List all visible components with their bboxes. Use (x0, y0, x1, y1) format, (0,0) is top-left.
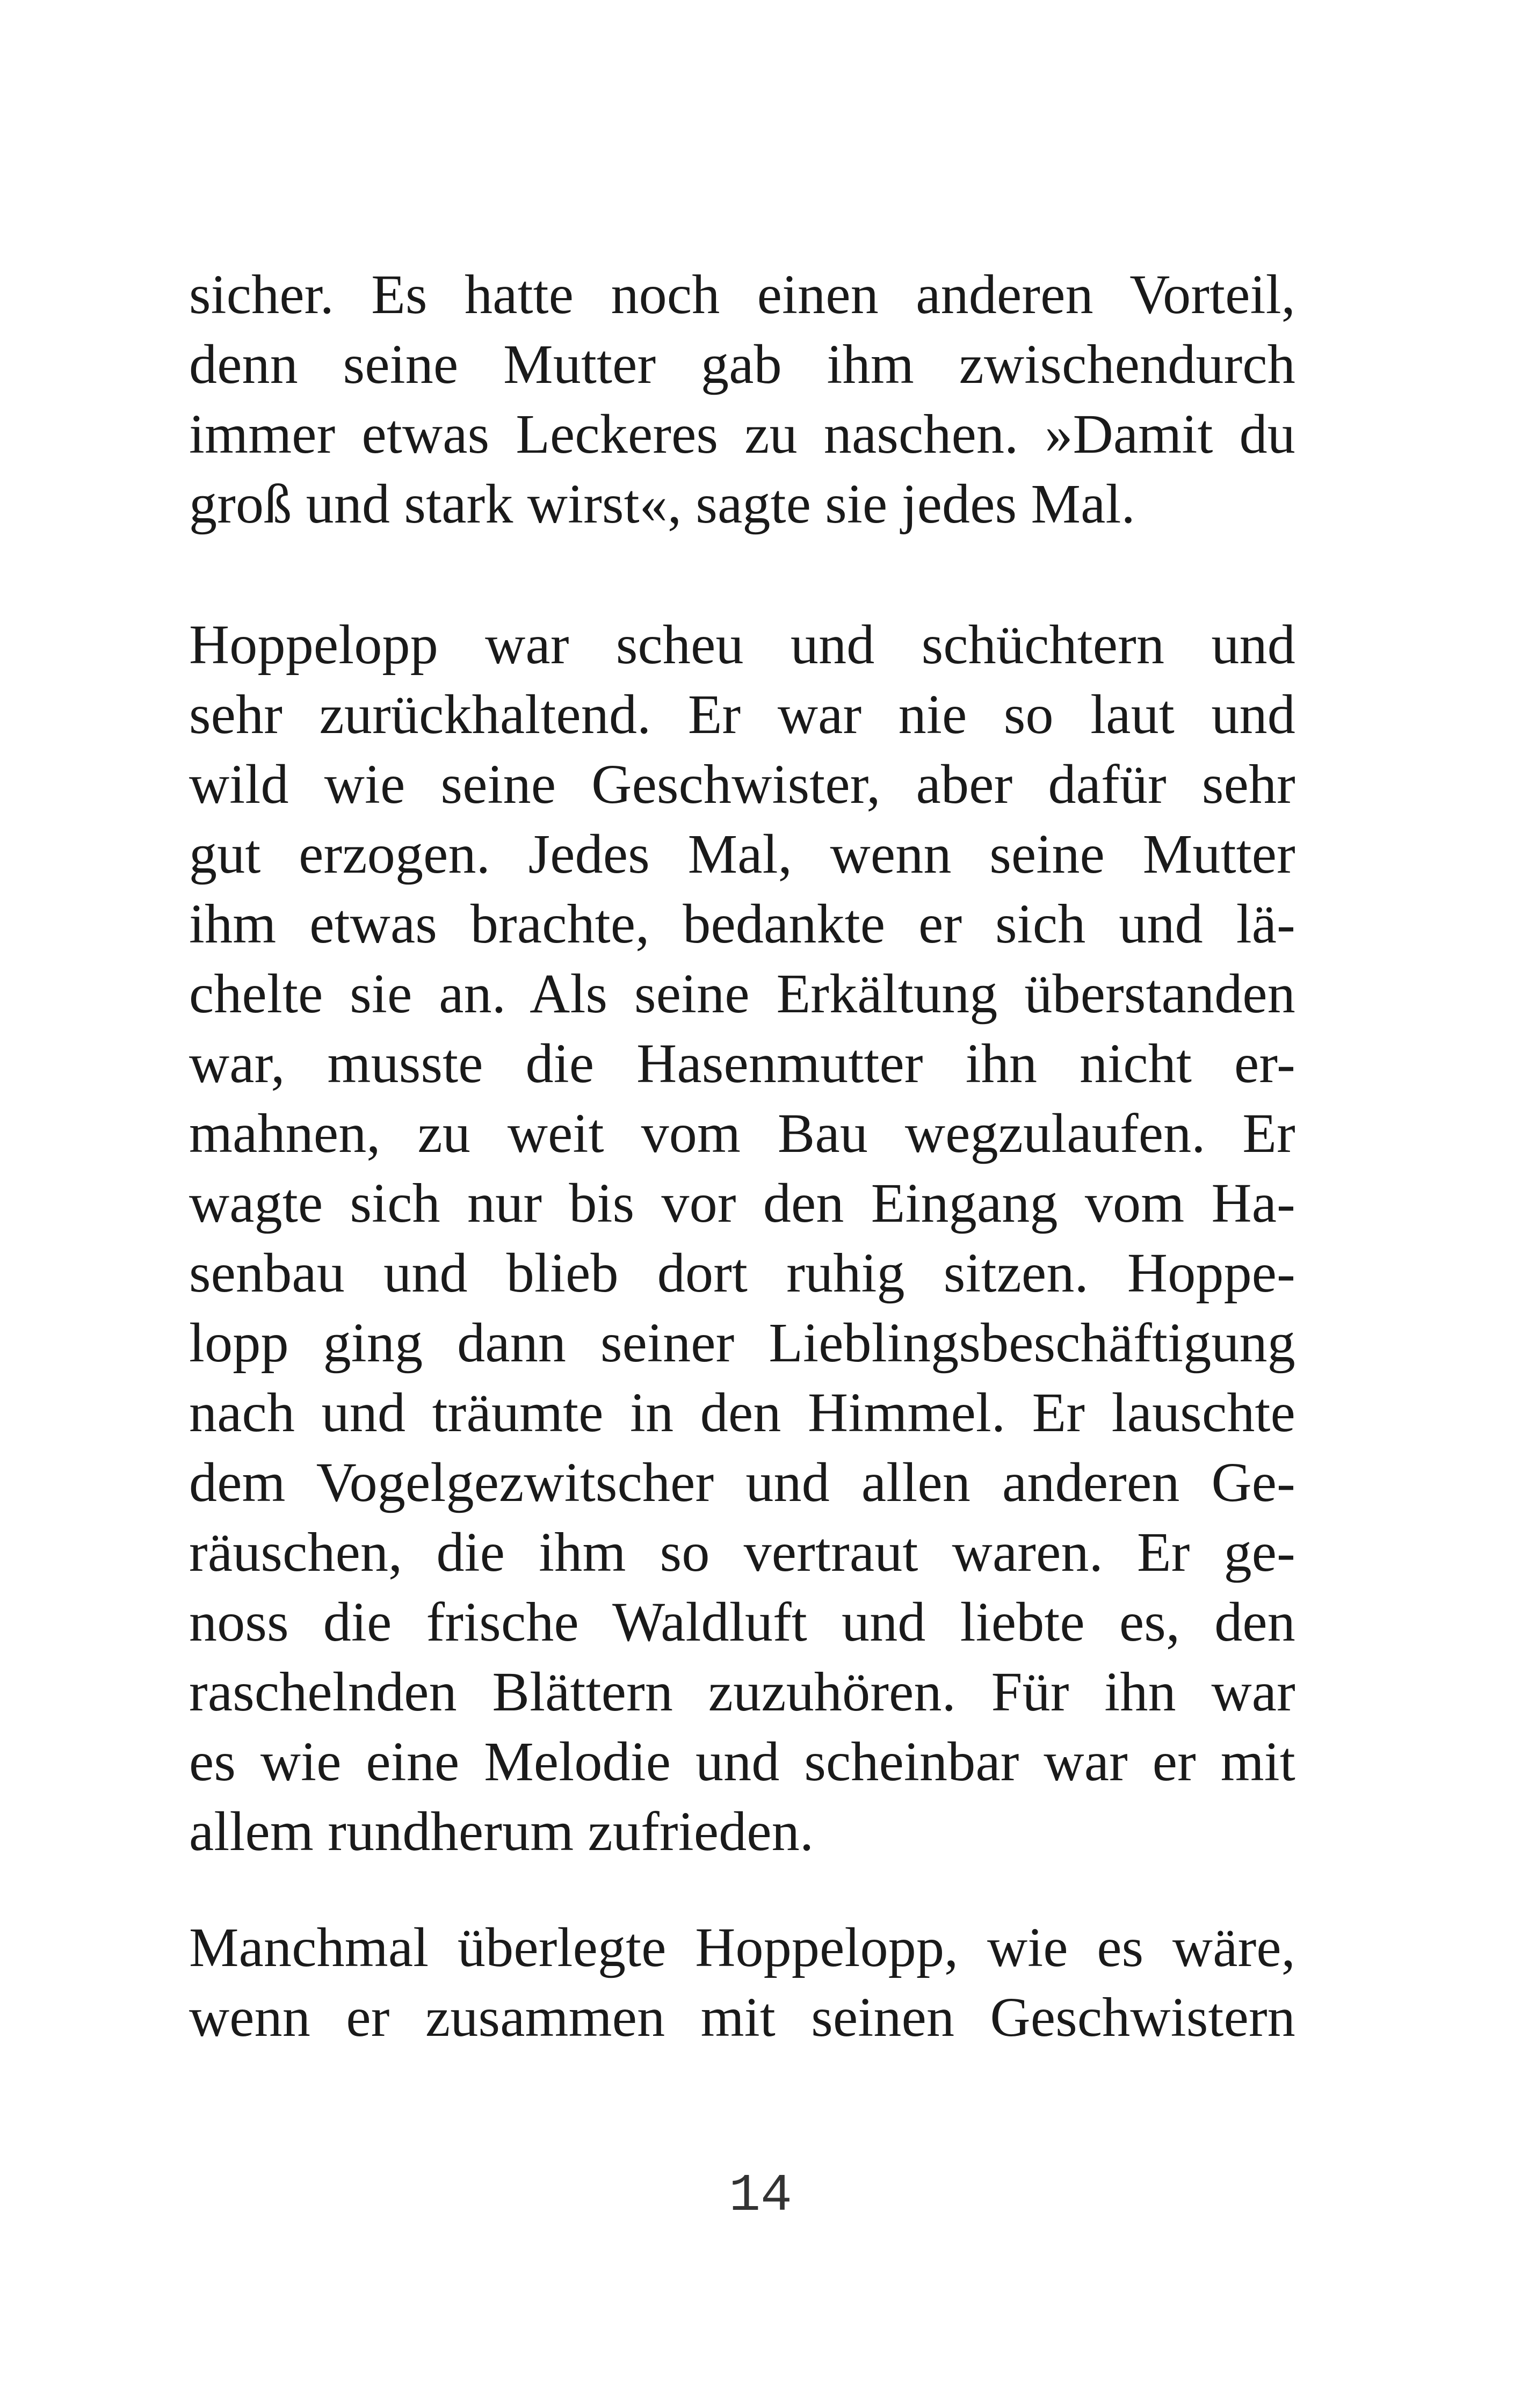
text-line: ihm etwas brachte, bedankte er sich und lä- (189, 893, 1295, 955)
text-line: gut erzogen. Jedes Mal, wenn seine Mutter (189, 823, 1295, 885)
text-line: dem Vogelgezwitscher und allen anderen Ge- (189, 1452, 1295, 1513)
paragraph-3 (189, 1913, 1295, 2052)
paragraph-1 (189, 260, 1295, 539)
text-line: mahnen, zu weit vom Bau wegzulaufen. Er (189, 1103, 1295, 1164)
text-line: immer etwas Leckeres zu naschen. »Damit du (189, 403, 1295, 465)
text-line: war, musste die Hasenmutter ihn nicht er- (189, 1033, 1295, 1094)
text-line: Hoppelopp war scheu und schüchtern und (189, 614, 1295, 676)
text-line: raschelnden Blättern zuzuhören. Für ihn war (189, 1661, 1295, 1723)
text-line: sehr zurückhaltend. Er war nie so laut und (189, 684, 1295, 745)
text-line: Manchmal überlegte Hoppelopp, wie es wäre, (189, 1917, 1295, 1978)
text-line: noss die frische Waldluft und liebte es, den (189, 1591, 1295, 1653)
paragraph-2 (189, 610, 1295, 1867)
text-line: wenn er zusammen mit seinen Geschwistern (189, 1986, 1295, 2048)
text-line: nach und träumte in den Himmel. Er lauschte (189, 1382, 1295, 1444)
text-line: denn seine Mutter gab ihm zwischendurch (189, 333, 1295, 395)
text-line: räuschen, die ihm so vertraut waren. Er ge- (189, 1521, 1295, 1583)
text-line: sicher. Es hatte noch einen anderen Vorteil, (189, 264, 1295, 325)
text-line: groß und stark wirst«, sagte sie jedes Mal. (189, 473, 1135, 535)
page-number: 14 (729, 2166, 792, 2226)
text-line: chelte sie an. Als seine Erkältung überstanden (189, 963, 1295, 1025)
text-line: wild wie seine Geschwister, aber dafür sehr (189, 753, 1295, 815)
text-line: wagte sich nur bis vor den Eingang vom Ha- (189, 1172, 1295, 1234)
text-line: allem rundherum zufrieden. (189, 1801, 814, 1862)
text-line: lopp ging dann seiner Lieblingsbeschäftigung (189, 1312, 1295, 1374)
text-line: senbau und blieb dort ruhig sitzen. Hoppe- (189, 1242, 1295, 1304)
text-line: es wie eine Melodie und scheinbar war er mit (189, 1731, 1295, 1793)
